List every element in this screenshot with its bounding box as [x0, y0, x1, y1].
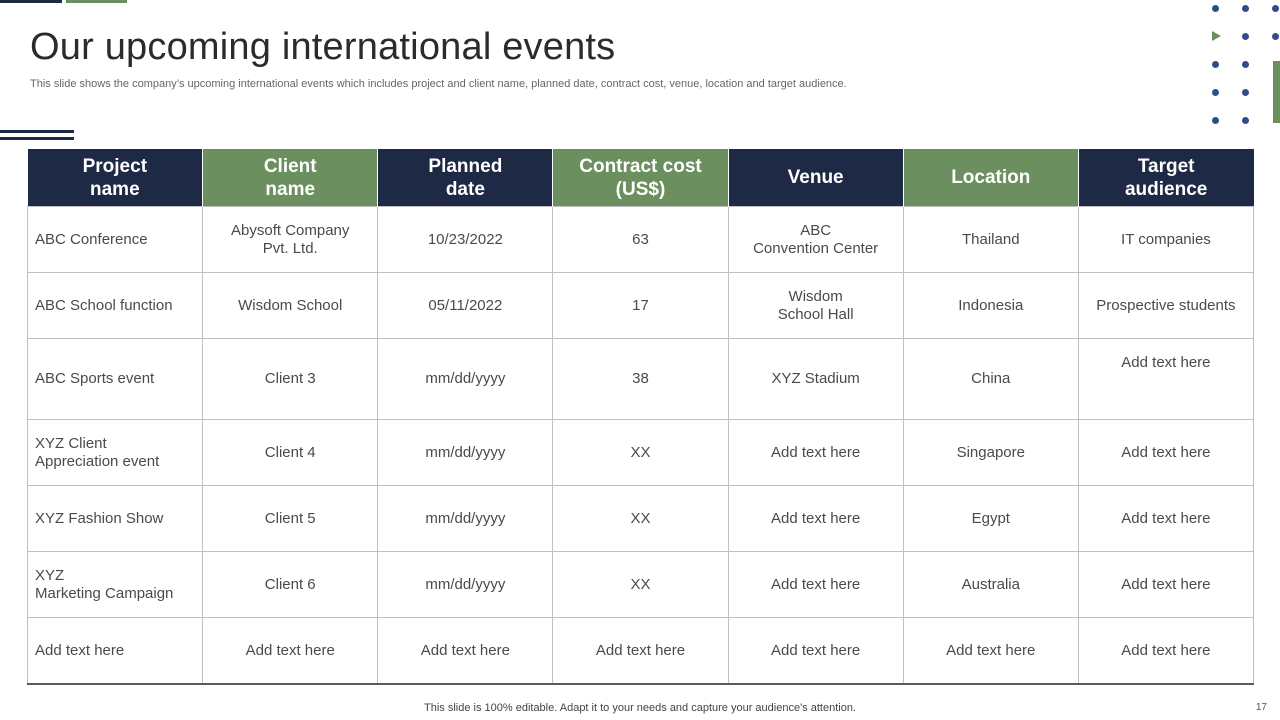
cell-project-name: ABC School function [28, 273, 203, 339]
cell-contract-cost: XX [553, 486, 728, 552]
table-row [28, 618, 1254, 685]
decorative-dot [1212, 61, 1219, 68]
slide-subtitle: This slide shows the company’s upcoming international events which includes project and client name, planned date, contract cost, venue, location and target audience. [30, 78, 847, 90]
cell-planned-date: Add text here [378, 618, 553, 685]
cell-venue: ABC Convention Center [728, 207, 903, 273]
slide-title: Our upcoming international events [30, 26, 616, 68]
slide-footer-note: This slide is 100% editable. Adapt it to your needs and capture your audience's attention. [424, 702, 856, 714]
cell-target-audience: Add text here [1078, 552, 1253, 618]
title-underline-rule [0, 137, 74, 140]
cell-project-name: ABC Sports event [28, 339, 203, 420]
cell-client-name: Client 6 [203, 552, 378, 618]
decorative-dot [1242, 89, 1249, 96]
cell-project-name: XYZ Fashion Show [28, 486, 203, 552]
cell-client-name: Client 3 [203, 339, 378, 420]
decorative-dot [1272, 5, 1279, 12]
table-row [28, 207, 1254, 273]
header-contract-cost: Contract cost (US$) [553, 149, 728, 207]
events-table-container [27, 149, 1254, 685]
table-header-row [28, 149, 1254, 207]
decorative-dot [1212, 5, 1219, 12]
header-project-name: Project name [28, 149, 203, 207]
cell-project-name: Add text here [28, 618, 203, 685]
cell-target-audience: Add text here [1078, 618, 1253, 685]
decorative-green-side-bar [1273, 61, 1280, 123]
cell-contract-cost: 38 [553, 339, 728, 420]
cell-target-audience: Add text here [1078, 420, 1253, 486]
cell-location: Egypt [903, 486, 1078, 552]
cell-contract-cost: XX [553, 552, 728, 618]
cell-client-name: Wisdom School [203, 273, 378, 339]
header-client-name: Client name [203, 149, 378, 207]
header-venue: Venue [728, 149, 903, 207]
top-accent-bar-green [66, 0, 127, 3]
cell-venue: XYZ Stadium [728, 339, 903, 420]
cell-location: China [903, 339, 1078, 420]
table-row [28, 420, 1254, 486]
cell-planned-date: 05/11/2022 [378, 273, 553, 339]
cell-target-audience: Prospective students [1078, 273, 1253, 339]
cell-target-audience: Add text here [1078, 486, 1253, 552]
cell-client-name: Client 4 [203, 420, 378, 486]
cell-planned-date: mm/dd/yyyy [378, 552, 553, 618]
decorative-dot [1212, 89, 1219, 96]
header-location: Location [903, 149, 1078, 207]
cell-planned-date: 10/23/2022 [378, 207, 553, 273]
title-underline-rule [0, 130, 74, 133]
cell-location: Indonesia [903, 273, 1078, 339]
table-row [28, 486, 1254, 552]
table-row [28, 552, 1254, 618]
events-table [27, 149, 1254, 685]
cell-project-name: ABC Conference [28, 207, 203, 273]
cell-target-audience: Add text here [1078, 339, 1253, 420]
cell-location: Thailand [903, 207, 1078, 273]
cell-contract-cost: XX [553, 420, 728, 486]
decorative-dot [1242, 117, 1249, 124]
cell-client-name: Add text here [203, 618, 378, 685]
decorative-dot [1272, 33, 1279, 40]
table-row [28, 273, 1254, 339]
cell-venue: Add text here [728, 486, 903, 552]
cell-client-name: Abysoft Company Pvt. Ltd. [203, 207, 378, 273]
table-row [28, 339, 1254, 420]
cell-venue: Wisdom School Hall [728, 273, 903, 339]
decorative-dot [1242, 5, 1249, 12]
cell-venue: Add text here [728, 420, 903, 486]
decorative-dot [1242, 61, 1249, 68]
decorative-dot [1212, 117, 1219, 124]
header-planned-date: Planned date [378, 149, 553, 207]
cell-location: Australia [903, 552, 1078, 618]
cell-location: Add text here [903, 618, 1078, 685]
cell-project-name: XYZ Marketing Campaign [28, 552, 203, 618]
cell-contract-cost: 63 [553, 207, 728, 273]
decorative-dot [1242, 33, 1249, 40]
cell-target-audience: IT companies [1078, 207, 1253, 273]
cell-project-name: XYZ Client Appreciation event [28, 420, 203, 486]
cell-client-name: Client 5 [203, 486, 378, 552]
page-number: 17 [1255, 702, 1267, 713]
cell-venue: Add text here [728, 618, 903, 685]
cell-venue: Add text here [728, 552, 903, 618]
cell-contract-cost: Add text here [553, 618, 728, 685]
header-target-audience: Target audience [1078, 149, 1253, 207]
cell-planned-date: mm/dd/yyyy [378, 486, 553, 552]
cell-contract-cost: 17 [553, 273, 728, 339]
cell-location: Singapore [903, 420, 1078, 486]
top-accent-bar-dark [0, 0, 62, 3]
cell-planned-date: mm/dd/yyyy [378, 339, 553, 420]
decorative-play-triangle-icon [1212, 31, 1221, 41]
cell-planned-date: mm/dd/yyyy [378, 420, 553, 486]
